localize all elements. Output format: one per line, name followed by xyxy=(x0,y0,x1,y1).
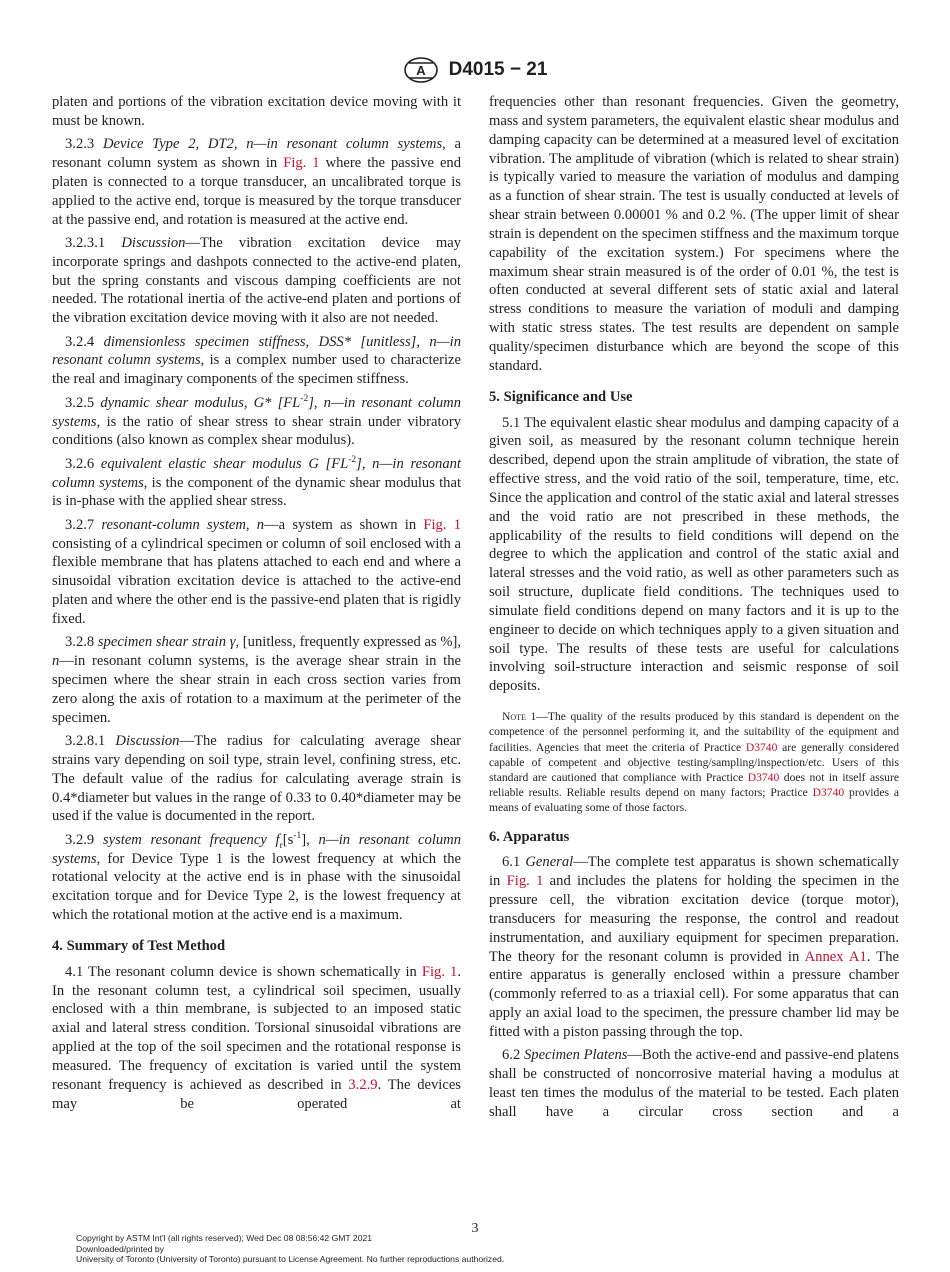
text-run: 3.2.3.1 xyxy=(65,234,122,251)
text-run: [unitless, frequently expressed as %] xyxy=(239,634,458,651)
body-paragraph xyxy=(52,333,461,390)
left-column xyxy=(52,93,461,1118)
cross-reference-link[interactable]: Fig. 1 xyxy=(423,516,461,533)
cross-reference-link[interactable]: Fig. 1 xyxy=(421,963,458,980)
cross-reference-link[interactable]: 3.2.9 xyxy=(348,1076,378,1093)
text-run: —a system as shown in xyxy=(264,516,424,533)
body-paragraph xyxy=(52,633,461,727)
superscript: -2 xyxy=(300,393,309,404)
italic-term: ], n—in resonant column systems xyxy=(52,455,461,491)
text-run: 3.2.5 xyxy=(65,394,101,411)
footer-line: Copyright by ASTM Int'l (all rights reserved); Wed Dec 08 08:56:42 GMT 2021 xyxy=(76,1233,373,1243)
text-run: frequencies other than resonant frequencies. Given the geometry, mass and system parameters, the equivalent elastic shear modulus and damping capacity can be determined at a measured level of excitation vibration. The amplitude of vibration (which is related to shear strain) is typically varied to measure the variation of modulus and damping as a function of shear strain. The test is usually conducted at levels of shear strain between 0.00001 % and 0.2 %. (The upper limit of shear strain is dependent on the specimen stiffness and the maximum torque capability of the excitation system.) For specimens where the maximum shear strain measured is of the order of 0.01 %, the test is often conducted at several different sets of static axial and lateral stress conditions to measure the variation of moduli and damping with static stress states. The test results are dependent on sample quality/specimen disturbance which are beyond the scope of this standard. xyxy=(489,94,899,374)
cross-reference-link[interactable]: D3740 xyxy=(745,740,778,754)
body-paragraph xyxy=(52,732,461,826)
italic-term: , n—in resonant column systems xyxy=(52,831,462,867)
text-run: are generally considered capable of competent and objective testing/sampling/inspection/etc. Users of this standard are cautioned that compliance with Practice xyxy=(489,740,899,784)
text-run: , a resonant column system as shown in xyxy=(52,136,462,172)
section-heading: 6. Apparatus xyxy=(489,828,570,845)
text-run: . The entire apparatus is generally enclosed within a pressure chamber (commonly referred to as a triaxial cell). For some apparatus that can apply an axial load to the specimen, the pressure chamber lid may be fitted with a piston passing through the top. xyxy=(489,948,899,1041)
cross-reference-link[interactable]: Fig. 1 xyxy=(506,873,544,890)
copyright-footer xyxy=(76,1233,504,1265)
svg-text:A: A xyxy=(415,63,426,78)
note-paragraph xyxy=(489,709,899,815)
page-header xyxy=(0,56,950,84)
text-run: 5.1 The equivalent elastic shear modulus and damping capacity of a given soil, as measured by the resonant column technique herein described, depend upon the strain amplitude of vibration, the state of effective stress, and the void ratio of the soil, temperature, time, etc. Since the application and control of the static axial and lateral stresses and the void ratio are not prescribed in these methods, the applicability of the results to field conditions will depend on the degree to which the application and control of the static axial and lateral stresses and the void ratio, as well as other parameters such as soil structure, duplicate field conditions. The techniques used to simulate field conditions depend on many factors and it is up to the engineer to decide on which techniques apply to a given situation and soil type. The results of these tests are useful for calculations involving soil-structure interaction and seismic response of soil deposits. xyxy=(489,414,899,695)
body-paragraph xyxy=(52,234,461,328)
body-paragraph xyxy=(52,516,461,629)
text-run: 3.2.7 xyxy=(65,516,102,533)
section-heading: 4. Summary of Test Method xyxy=(52,937,226,954)
right-column xyxy=(489,93,899,1126)
cross-reference-link[interactable]: D3740 xyxy=(812,786,845,800)
subscript: r xyxy=(279,840,283,851)
italic-term: Discussion xyxy=(121,234,186,251)
text-run: 6.1 xyxy=(502,854,526,871)
superscript: -2 xyxy=(348,454,357,465)
page-number: 3 xyxy=(471,1221,479,1236)
body-paragraph xyxy=(52,455,461,512)
text-run: ] xyxy=(301,831,307,848)
italic-term: Discussion xyxy=(115,733,180,749)
text-run: 4.1 The resonant column device is shown schematically in xyxy=(65,963,422,980)
body-paragraph xyxy=(489,853,899,1041)
text-run: —The complete test apparatus is shown schematically in xyxy=(489,854,899,890)
body-paragraph xyxy=(489,414,899,697)
document-designation: D4015 − 21 xyxy=(448,59,548,80)
text-run: 3.2.8.1 xyxy=(65,733,116,749)
italic-term: specimen shear strain γ, xyxy=(97,634,240,651)
text-run: and includes the platens for holding the specimen in the pressure cell, the vibration excitation device (torque motor), transducers for measuring the response, the control and readout instrumentation, and auxiliary equipment for specimen preparation. The theory for the resonant column is provided in xyxy=(489,873,899,965)
footer-line: University of Toronto (University of Toronto) pursuant to License Agreement. No further reproductions authorized. xyxy=(76,1254,505,1265)
text-run: —The vibration excitation device may incorporate springs and dashpots connected to the active-end platen, but the spring constants and viscous damping coefficients are not needed. The rotational inertia of the active-end platen and portions of the vibration excitation device moving with it also are not needed. xyxy=(52,234,462,327)
superscript: -1 xyxy=(293,830,302,841)
text-run: 3.2.4 xyxy=(65,333,104,350)
text-run: —The quality of the results produced by this standard is dependent on the competence of the personnel performing it, and the suitability of the equipment and facilities. Agencies that meet the criteria of Practice xyxy=(489,710,899,754)
body-paragraph xyxy=(52,831,461,925)
text-run: , for Device Type 1 is the lowest frequency at which the rotational velocity at the active end is in phase with the sinusoidal excitation torque and for Device Type 2, is the lowest frequency at which the rotational motion at the active end is a maximum. xyxy=(52,850,461,924)
italic-term: Specimen Platens xyxy=(523,1047,628,1064)
text-run: 3.2.8 xyxy=(65,634,98,651)
text-run: —The radius for calculating average shear strains vary depending on soil type, strain level, confining stress, etc. The default value of the radius for calculating average strain is 0.4*diameter but values in the range of 0.33 to 0.40*diameter may be used if the value is documented in the report. xyxy=(52,733,462,825)
body-paragraph xyxy=(52,93,461,131)
section-heading: 5. Significance and Use xyxy=(489,388,633,405)
italic-term: dimensionless specimen stiffness, DSS* [unitless], n—in resonant column systems xyxy=(52,333,461,369)
italic-term: resonant-column system, n xyxy=(101,516,265,533)
italic-term: equivalent elastic shear modulus G [FL xyxy=(100,455,349,472)
text-run: —Both the active-end and passive-end platens shall be constructed of noncorrosive material having a modulus at least ten times the modulus of the material to be tested. Each platen shall have a circular cross section and a xyxy=(489,1047,899,1120)
cross-reference-link[interactable]: Annex A1 xyxy=(804,948,867,965)
text-run: —in resonant column systems, is the average shear strain in the specimen where the shear strain in each cross section varies from zero along the axis of rotation to a maximum at the perimeter of the specimen. xyxy=(52,653,461,726)
body-paragraph xyxy=(52,135,461,229)
text-run: , is the component of the dynamic shear modulus that is in-phase with the applied shear stress. xyxy=(52,474,462,510)
footer-line: Downloaded/printed by xyxy=(76,1243,164,1254)
italic-term: system resonant frequency f xyxy=(102,831,280,848)
text-run: platen and portions of the vibration excitation device moving with it must be known. xyxy=(52,94,461,129)
text-run: 6.2 xyxy=(502,1047,524,1064)
italic-term: ], n—in resonant column systems xyxy=(52,394,461,430)
text-run: consisting of a cylindrical specimen or column of soil enclosed with a flexible membrane that has platens attached to each end and where a sinusoidal vibration excitation device is attached to the active-end platen and where the other end is the passive-end platen that is rigidly fixed. xyxy=(52,535,461,627)
text-run: 3.2.9 xyxy=(65,831,103,848)
text-run: where the passive end platen is connected to a torque transducer, an uncalibrated torque is applied to the active end, torque is measured by the torque transducer at the passive end, and rotation is measured at the active end. xyxy=(52,155,462,228)
text-run: [s xyxy=(282,831,294,848)
note-label: Note 1 xyxy=(502,710,537,724)
text-run: , is the ratio of shear stress to shear strain under vibratory conditions (also known as complex shear modulus). xyxy=(52,413,461,449)
text-run: 3.2.3 xyxy=(65,136,103,153)
italic-term: Device Type 2, DT2, n—in resonant column systems xyxy=(102,136,443,153)
body-paragraph xyxy=(52,963,461,1114)
cross-reference-link[interactable]: D3740 xyxy=(747,770,780,784)
text-run: does not in itself assure reliable results. Reliable results depend on many factors; Practice xyxy=(489,770,899,800)
text-run: , is a complex number used to characterize the real and imaginary components of the specimen stiffness. xyxy=(52,352,461,388)
text-run: 3.2.6 xyxy=(65,455,101,472)
body-paragraph xyxy=(489,93,899,376)
body-paragraph xyxy=(52,394,461,451)
body-paragraph xyxy=(489,1046,899,1121)
cross-reference-link[interactable]: Fig. 1 xyxy=(283,155,320,172)
italic-term: General xyxy=(525,854,574,871)
text-run: . The devices may be operated at xyxy=(52,1076,461,1112)
astm-logo-icon xyxy=(403,56,439,84)
text-run: . In the resonant column test, a cylindrical soil specimen, usually enclosed with a thin membrane, is subjected to an imposed static axial and lateral stress condition. Torsional sinusoidal vibrations are applied at the top of the soil specimen and the rotational response is measured. The frequency of excitation is varied until the system resonant frequency is achieved as described in xyxy=(52,963,461,1093)
italic-term: dynamic shear modulus, G* [FL xyxy=(100,394,301,411)
text-run: provides a means of evaluating some of those factors. xyxy=(489,786,900,815)
italic-term: , n xyxy=(52,634,461,670)
